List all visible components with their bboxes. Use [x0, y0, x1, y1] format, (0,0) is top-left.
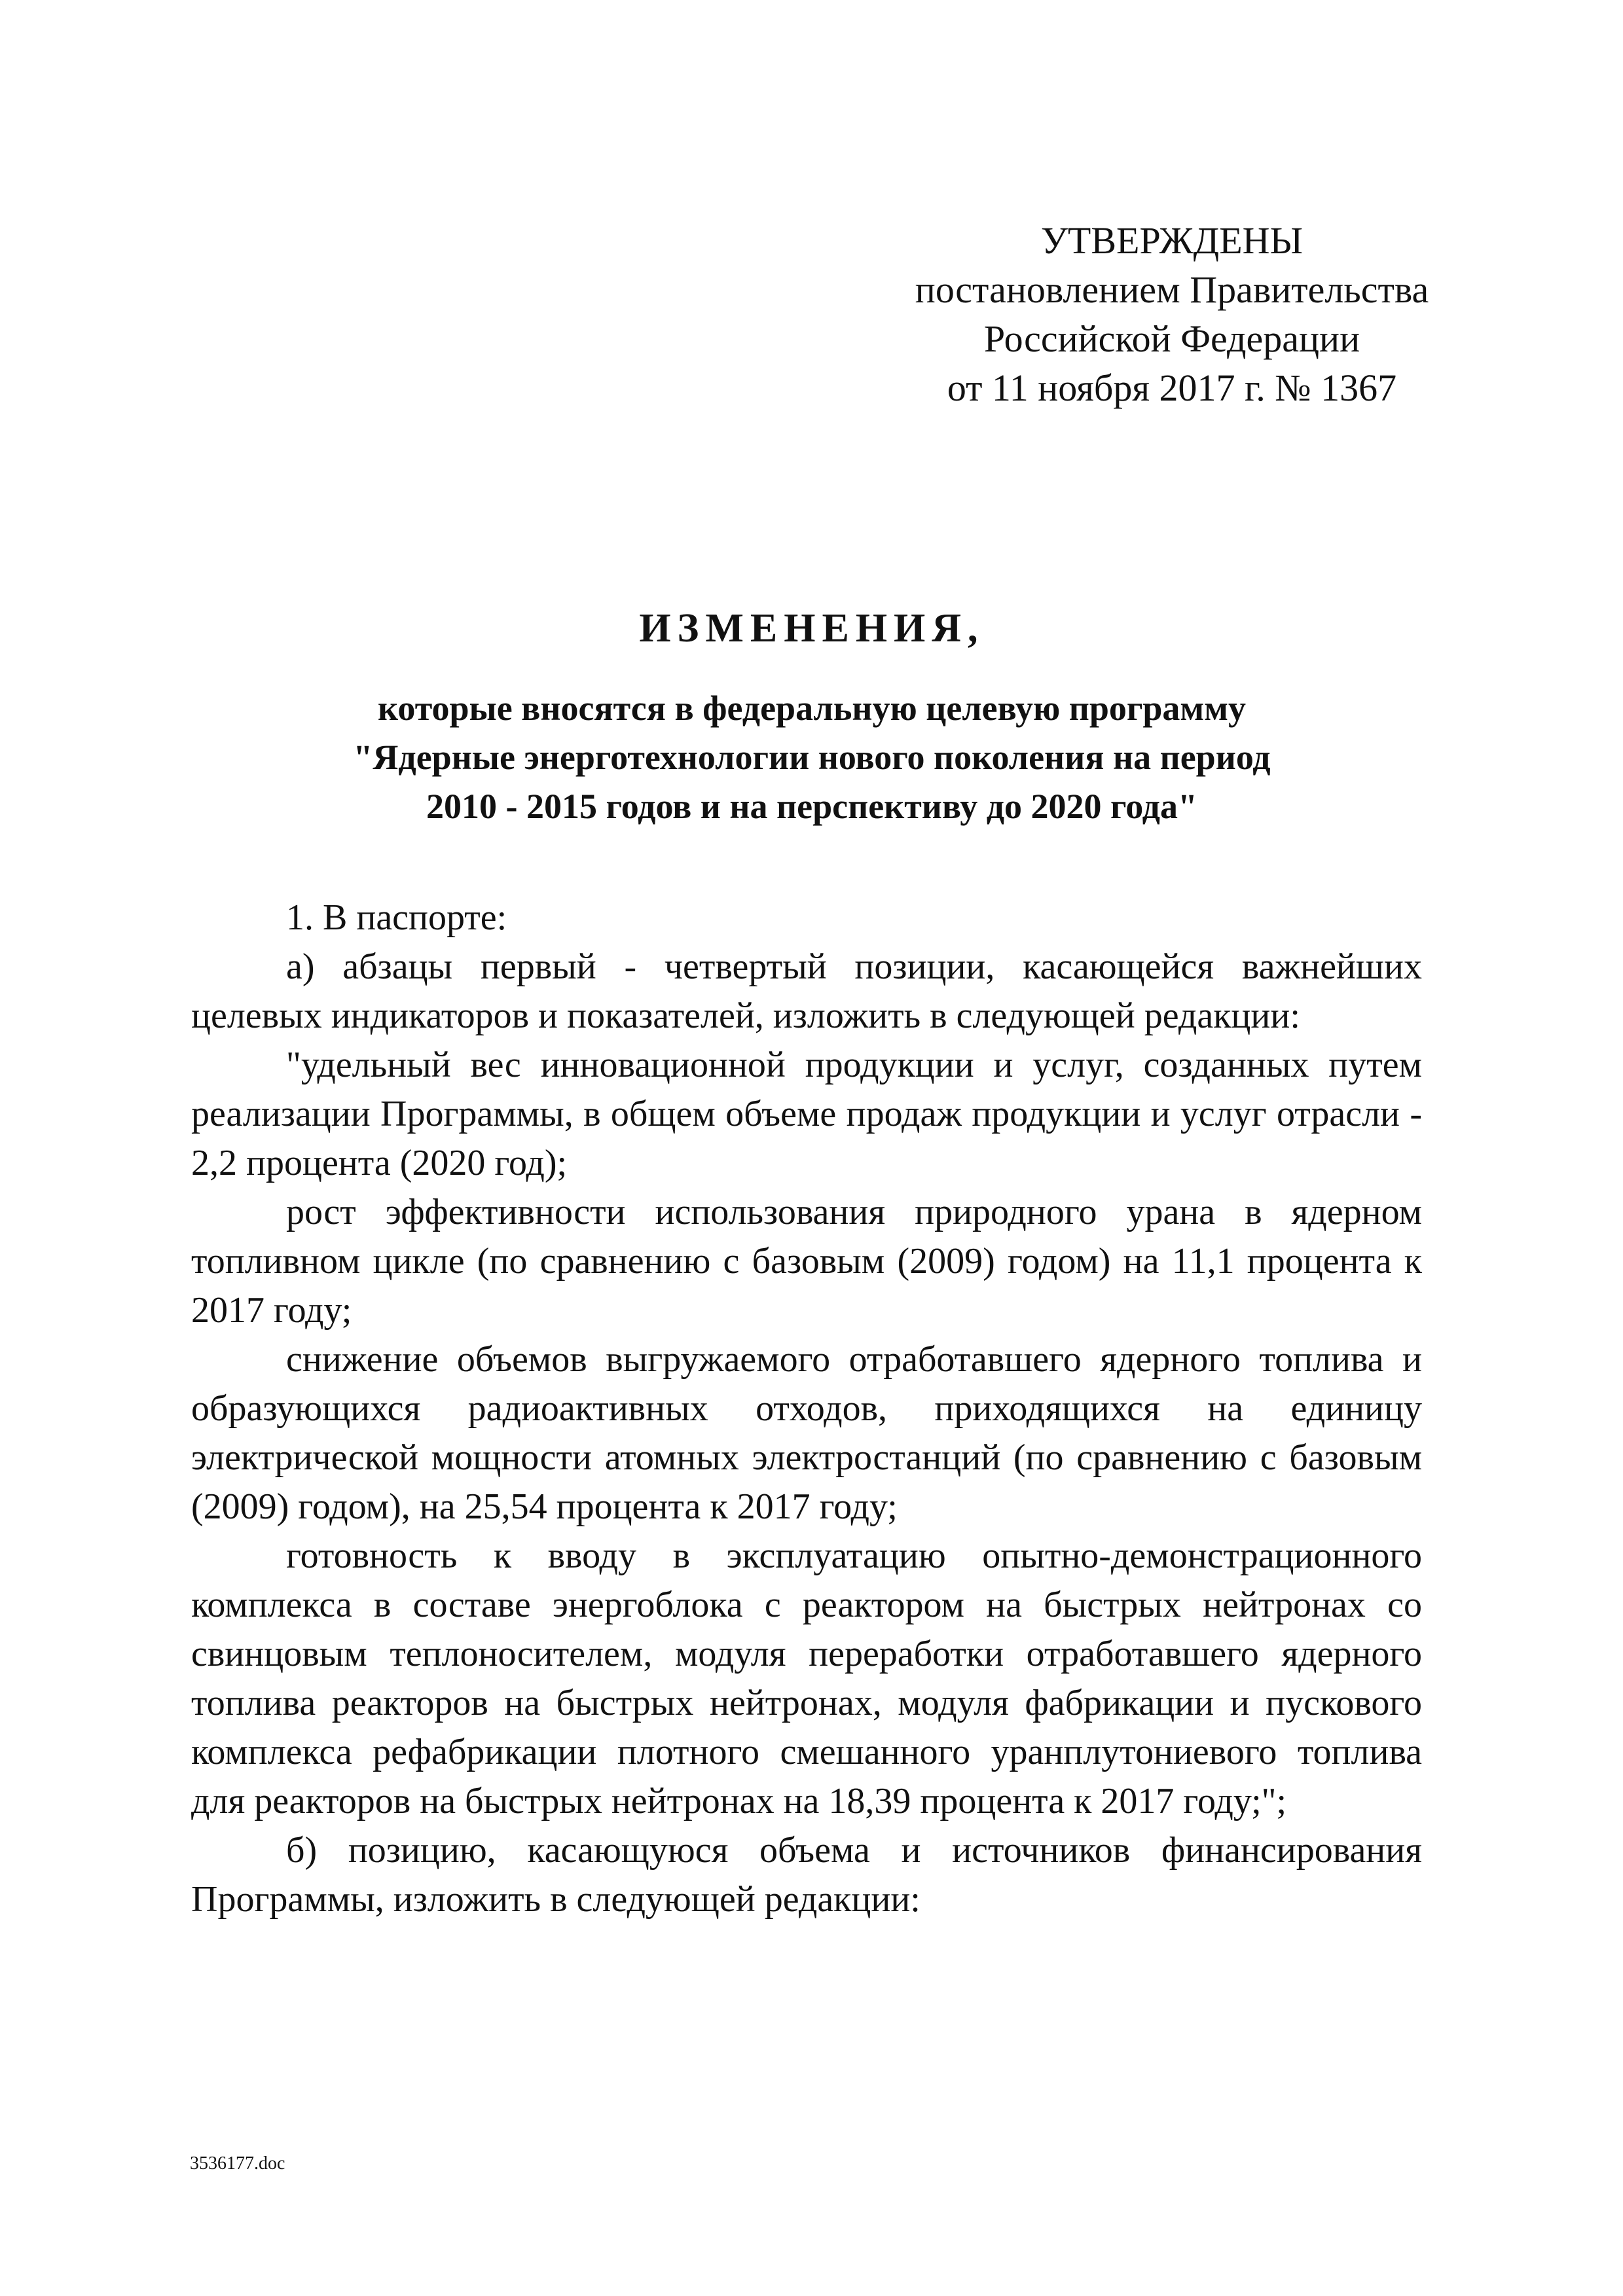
subtitle-line-2: "Ядерные энерготехнологии нового поколения на период — [353, 738, 1271, 777]
approval-block — [871, 216, 1473, 412]
title-block — [196, 602, 1427, 831]
subtitle-line-3: 2010 - 2015 годов и на перспективу до 2020 года" — [426, 787, 1197, 826]
approval-status: УТВЕРЖДЕНЫ — [1040, 219, 1304, 262]
approval-authority-country: Российской Федерации — [983, 317, 1360, 360]
document-subtitle — [196, 684, 1427, 831]
paragraph-6: готовность к вводу в эксплуатацию опытно-демонстрационного комплекса в составе энергоблока с реактором на быстрых нейтронах со свинцовым теплоносителем, модуля переработки отработавшего ядерного топлива реакторов на быстрых нейтронах, модуля фабрикации и пускового комплекса рефабрикации плотного смешанного уранплутониевого топлива для реакторов на быстрых нейтронах на 18,39 процента к 2017 году;"; — [191, 1535, 1422, 1821]
paragraph-7: б) позицию, касающуюся объема и источников финансирования Программы, изложить в следующей редакции: — [191, 1830, 1422, 1920]
paragraph-3: "удельный вес инновационной продукции и услуг, созданных путем реализации Программы, в общем объеме продаж продукции и услуг отрасли - 2,2 процента (2020 год); — [191, 1045, 1422, 1183]
document-body — [191, 893, 1422, 1924]
paragraph-5: снижение объемов выгружаемого отработавшего ядерного топлива и образующихся радиоактивных отходов, приходящихся на единицу электрической мощности атомных электростанций (по сравнению с базовым (2009) годом), на 25,54 процента к 2017 году; — [191, 1339, 1422, 1527]
paragraph-4: рост эффективности использования природного урана в ядерном топливном цикле (по сравнению с базовым (2009) годом) на 11,1 процента к 2017 году; — [191, 1192, 1422, 1331]
subtitle-line-1: которые вносятся в федеральную целевую программу — [378, 689, 1246, 728]
paragraph-1: 1. В паспорте: — [286, 897, 507, 938]
document-file-code: 3536177.doc — [190, 2153, 285, 2174]
approval-date-number: от 11 ноября 2017 г. № 1367 — [947, 367, 1397, 409]
document-title: ИЗМЕНЕНИЯ, — [639, 606, 985, 651]
approval-authority: постановлением Правительства — [915, 268, 1429, 311]
paragraph-2: а) абзацы первый - четвертый позиции, касающейся важнейших целевых индикаторов и показателей, изложить в следующей редакции: — [191, 946, 1422, 1036]
